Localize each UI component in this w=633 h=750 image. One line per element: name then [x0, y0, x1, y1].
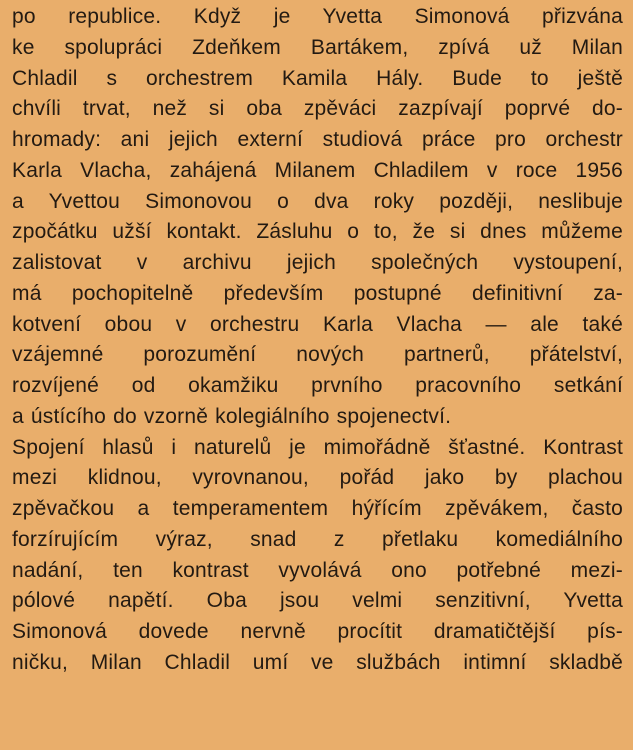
text-line: mezi klidnou, vyrovnanou, pořád jako by plachou	[12, 466, 623, 490]
text-line: chvíli trvat, než si oba zpěváci zazpívají poprvé do-	[12, 97, 623, 121]
text-line: má pochopitelně především postupné definitivní za-	[12, 281, 623, 305]
text-line: po republice. Když je Yvetta Simonová přizvána	[12, 5, 623, 28]
text-line: Karla Vlacha, zahájená Milanem Chladilem v roce 1956	[12, 158, 623, 182]
text-line: vzájemné porozumění nových partnerů, přátelství,	[12, 343, 623, 367]
text-line: kotvení obou v orchestru Karla Vlacha — ale také	[12, 312, 623, 336]
text-line: nadání, ten kontrast vyvolává ono potřebné mezi-	[12, 558, 623, 582]
text-line: a Yvettou Simonovou o dva roky později, neslibuje	[12, 189, 623, 213]
text-line: zpočátku užší kontakt. Zásluhu o to, že si dnes můžeme	[12, 220, 623, 244]
text-line: zalistovat v archivu jejich společných vystoupení,	[12, 251, 623, 274]
text-line: zpěvačkou a temperamentem hýřícím zpěvákem, často	[12, 497, 623, 520]
text-line: hromady: ani jejich externí studiová práce pro orchestr	[12, 128, 623, 151]
body-text	[12, 2, 623, 679]
text-line: pólové napětí. Oba jsou velmi senzitivní, Yvetta	[12, 589, 623, 613]
paragraph-first-line: Spojení hlasů i naturelů je mimořádně šťastné. Kontrast	[12, 435, 623, 459]
text-line: ke spolupráci Zdeňkem Bartákem, zpívá už Milan	[12, 35, 623, 59]
text-line: ničku, Milan Chladil umí ve službách intimní skladbě	[12, 650, 623, 674]
paragraph-last-line: a ústícího do vzorně kolegiálního spojenectví.	[12, 404, 452, 428]
text-line: rozvíjené od okamžiku prvního pracovního setkání	[12, 374, 623, 397]
text-line: Chladil s orchestrem Kamila Hály. Bude to ještě	[12, 66, 623, 90]
text-line: forzírujícím výraz, snad z přetlaku komediálního	[12, 527, 623, 551]
text-line: Simonová dovede nervně procítit dramatičtější pís-	[12, 620, 623, 643]
